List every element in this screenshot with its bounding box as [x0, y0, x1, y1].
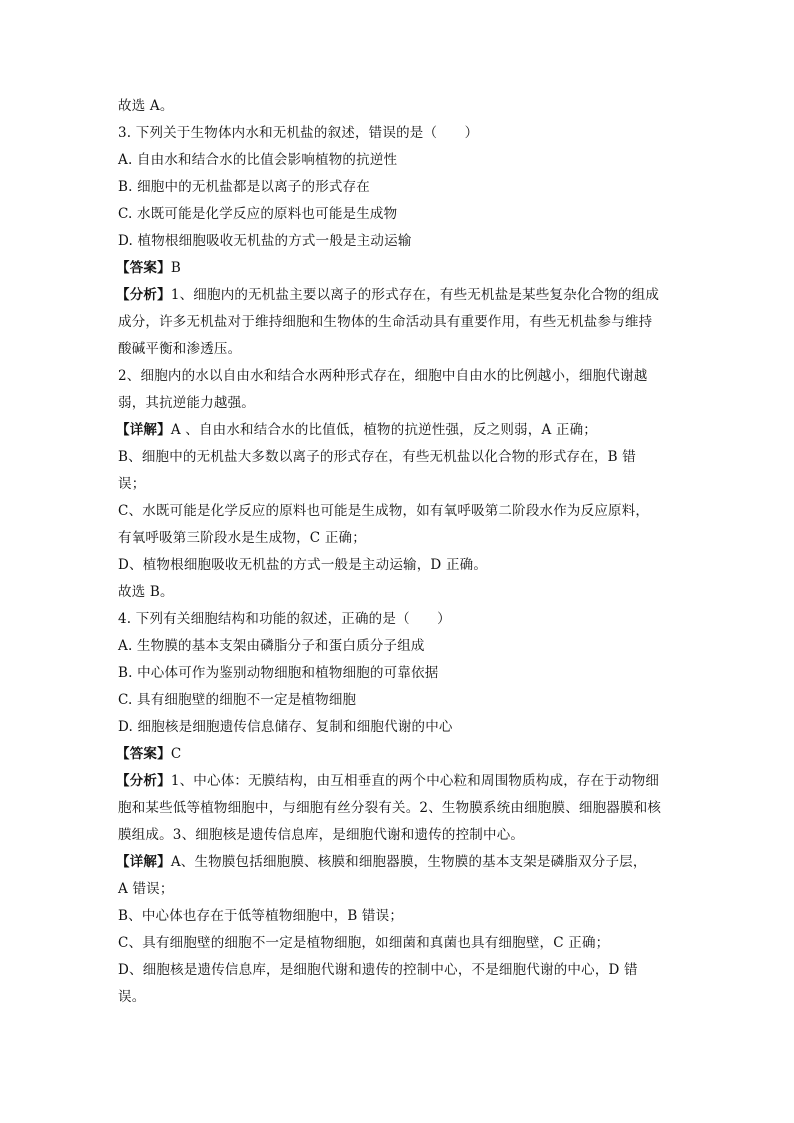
- section-tag: 【答案】: [116, 746, 171, 762]
- text-line: C. 水既可能是化学反应的原料也可能是生成物: [118, 206, 398, 222]
- text-line: B. 细胞中的无机盐都是以离子的形式存在: [118, 179, 371, 195]
- text-line: 误；: [118, 476, 146, 492]
- section-text: A 、自由水和结合水的比值低，植物的抗逆性强，反之则弱，A 正确；: [170, 422, 597, 438]
- text-line: 故选 A。: [118, 98, 174, 114]
- text-line: 故选 B。: [118, 584, 174, 600]
- section-tag: 【答案】: [116, 260, 171, 276]
- section-text: 1、中心体：无膜结构，由互相垂直的两个中心粒和周围物质构成，存在于动物细: [170, 773, 660, 789]
- section-tag: 【详解】: [116, 422, 171, 438]
- document-body: [118, 93, 678, 1011]
- text-line: 误。: [118, 989, 146, 1005]
- text-line: A. 自由水和结合水的比值会影响植物的抗逆性: [118, 152, 398, 168]
- text-line: 酸碱平衡和渗透压。: [118, 341, 242, 357]
- text-line: B、细胞中的无机盐大多数以离子的形式存在，有些无机盐以化合物的形式存在，B 错: [118, 449, 636, 465]
- text-line: C、具有细胞壁的细胞不一定是植物细胞，如细菌和真菌也具有细胞壁，C 正确；: [118, 935, 610, 951]
- text-line: [116, 255, 678, 282]
- section-text: A、生物膜包括细胞膜、核膜和细胞器膜，生物膜的基本支架是磷脂双分子层，: [170, 854, 647, 870]
- text-line: 弱，其抗逆能力越强。: [118, 395, 255, 411]
- text-line: C. 具有细胞壁的细胞不一定是植物细胞: [118, 692, 357, 708]
- text-line: 3. 下列关于生物体内水和无机盐的叙述，错误的是（ ）: [118, 125, 479, 141]
- text-line: 胞和某些低等植物细胞中，与细胞有丝分裂有关。2、生物膜系统由细胞膜、细胞器膜和核: [118, 800, 662, 816]
- text-line: B. 中心体可作为鉴别动物细胞和植物细胞的可靠依据: [118, 665, 439, 681]
- section-tag: 【分析】: [116, 287, 171, 303]
- text-line: [116, 768, 678, 795]
- text-line: [116, 417, 678, 444]
- text-line: A 错误；: [118, 881, 174, 897]
- section-text: C: [170, 746, 182, 762]
- section-tag: 【详解】: [116, 854, 171, 870]
- text-line: D. 细胞核是细胞遗传信息储存、复制和细胞代谢的中心: [118, 719, 453, 735]
- text-line: D、细胞核是遗传信息库，是细胞代谢和遗传的控制中心，不是细胞代谢的中心，D 错: [118, 962, 638, 978]
- text-line: 2、细胞内的水以自由水和结合水两种形式存在，细胞中自由水的比例越小，细胞代谢越: [118, 368, 648, 384]
- text-line: B、中心体也存在于低等植物细胞中，B 错误；: [118, 908, 404, 924]
- text-line: 4. 下列有关细胞结构和功能的叙述，正确的是（ ）: [118, 611, 451, 627]
- text-line: [116, 282, 678, 309]
- text-line: 有氧呼吸第三阶段水是生成物，C 正确；: [118, 530, 366, 546]
- section-tag: 【分析】: [116, 773, 171, 789]
- text-line: [116, 741, 678, 768]
- text-line: [116, 849, 678, 876]
- text-line: A. 生物膜的基本支架由磷脂分子和蛋白质分子组成: [118, 638, 425, 654]
- text-line: 膜组成。3、细胞核是遗传信息库，是细胞代谢和遗传的控制中心。: [118, 827, 525, 843]
- section-text: 1、细胞内的无机盐主要以离子的形式存在，有些无机盐是某些复杂化合物的组成: [170, 287, 660, 303]
- text-line: 成分，许多无机盐对于维持细胞和生物体的生命活动具有重要作用，有些无机盐参与维持: [118, 314, 653, 330]
- section-text: B: [170, 260, 181, 276]
- text-line: D. 植物根细胞吸收无机盐的方式一般是主动运输: [118, 233, 412, 249]
- text-line: D、植物根细胞吸收无机盐的方式一般是主动运输，D 正确。: [118, 557, 488, 573]
- text-line: C、水既可能是化学反应的原料也可能是生成物，如有氧呼吸第二阶段水作为反应原料，: [118, 503, 650, 519]
